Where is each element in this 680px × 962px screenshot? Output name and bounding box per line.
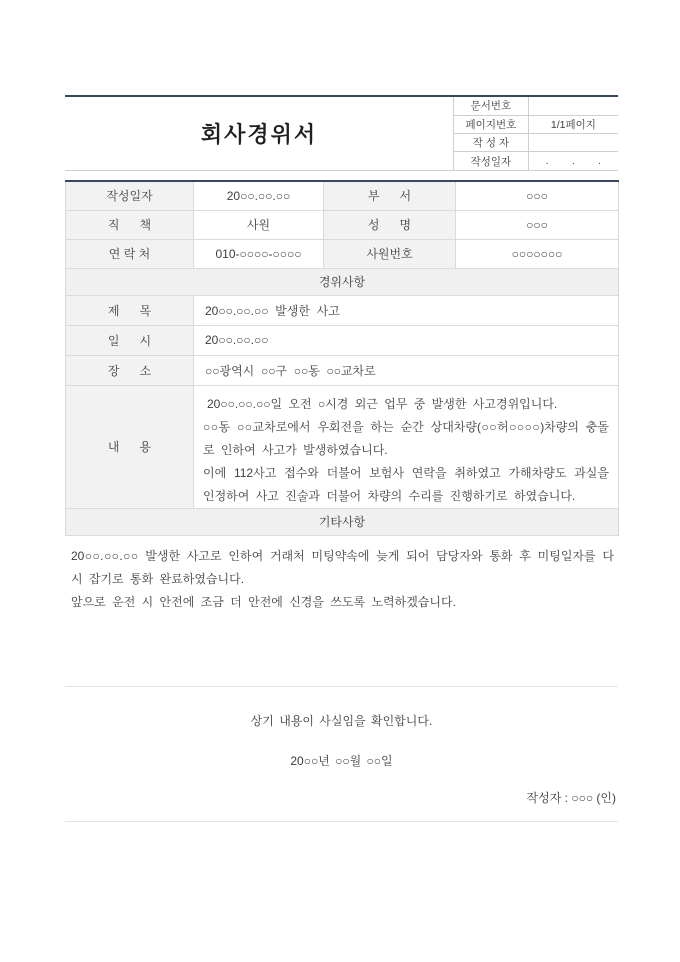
meta-value: 1/1페이지 bbox=[528, 115, 618, 133]
info-row-1 bbox=[66, 181, 619, 210]
field-value-position: 사원 bbox=[194, 210, 324, 239]
content-paragraph: ○○동 ○○교차로에서 우회전을 하는 순간 상대차량(○○허○○○○)차량의 충돌로 인하여 사고가 발생하였습니다. bbox=[203, 419, 609, 457]
field-value-datetime: 20○○.○○.○○ bbox=[194, 325, 619, 355]
field-value-contact: 010-○○○○-○○○○ bbox=[194, 239, 324, 268]
field-label-employee-number: 사원번호 bbox=[324, 239, 456, 268]
incident-row-content bbox=[66, 385, 619, 508]
field-label-content: 내 용 bbox=[66, 385, 194, 508]
meta-row-write-date bbox=[454, 152, 619, 170]
section-header-incident bbox=[66, 268, 619, 295]
title-cell bbox=[65, 97, 453, 170]
info-row-2 bbox=[66, 210, 619, 239]
confirmation-statement: 상기 내용이 사실임을 확인합니다. bbox=[250, 713, 433, 728]
field-value-name: ○○○ bbox=[456, 210, 619, 239]
info-row-3 bbox=[66, 239, 619, 268]
etc-paragraph: 20○○.○○.○○ 발생한 사고로 인하여 거래처 미팅약속에 늦게 되어 담당자와 통화 후 미팅일자를 다시 잡기로 통화 완료하였습니다. bbox=[71, 548, 614, 586]
content-paragraph: 이에 112사고 접수와 더불어 보험사 연락을 취하였고 가해차량도 과실을 인정하여 사고 진술과 더불어 차량의 수리를 진행하기로 하였습니다. bbox=[203, 465, 609, 503]
meta-label: 문서번호 bbox=[454, 97, 529, 115]
field-label-contact: 연 락 처 bbox=[66, 239, 194, 268]
meta-row-doc-number bbox=[454, 97, 619, 115]
document-header bbox=[65, 95, 618, 171]
incident-row-place bbox=[66, 355, 619, 385]
document-title: 회사경위서 bbox=[200, 122, 318, 147]
meta-row-author bbox=[454, 134, 619, 152]
field-value-employee-number: ○○○○○○○ bbox=[456, 239, 619, 268]
document-footer bbox=[65, 687, 618, 806]
field-label-name: 성 명 bbox=[324, 210, 456, 239]
field-value-write-date: 20○○.○○.○○ bbox=[194, 181, 324, 210]
field-value-subject: 20○○.○○.○○ 발생한 사고 bbox=[194, 295, 619, 325]
etc-paragraph: 앞으로 운전 시 안전에 조금 더 안전에 신경을 쓰도록 노력하겠습니다. bbox=[71, 594, 456, 609]
section-title: 경위사항 bbox=[66, 268, 619, 295]
section-title: 기타사항 bbox=[66, 508, 619, 535]
field-label-subject: 제 목 bbox=[66, 295, 194, 325]
meta-value bbox=[528, 134, 618, 152]
etc-text-block bbox=[65, 536, 618, 614]
doc-meta-table bbox=[453, 97, 618, 170]
meta-label: 작 성 자 bbox=[454, 134, 529, 152]
field-value-content bbox=[194, 385, 619, 508]
incident-row-title bbox=[66, 295, 619, 325]
incident-form-table bbox=[65, 180, 619, 536]
signer-line: 작성자 : ○○○ (인) bbox=[526, 790, 616, 805]
signature-date: 20○○년 ○○월 ○○일 bbox=[290, 753, 393, 768]
field-label-write-date: 작성일자 bbox=[66, 181, 194, 210]
field-label-position: 직 책 bbox=[66, 210, 194, 239]
field-label-place: 장 소 bbox=[66, 355, 194, 385]
content-paragraph: 20○○.○○.○○일 오전 ○시경 외근 업무 중 발생한 사고경위입니다. bbox=[207, 396, 558, 411]
meta-value bbox=[528, 97, 618, 115]
meta-value: . . . bbox=[528, 152, 618, 170]
meta-label: 작성일자 bbox=[454, 152, 529, 170]
meta-row-page-number bbox=[454, 115, 619, 133]
incident-row-datetime bbox=[66, 325, 619, 355]
field-value-department: ○○○ bbox=[456, 181, 619, 210]
field-label-datetime: 일 시 bbox=[66, 325, 194, 355]
section-header-etc bbox=[66, 508, 619, 535]
field-value-place: ○○광역시 ○○구 ○○동 ○○교차로 bbox=[194, 355, 619, 385]
field-label-department: 부 서 bbox=[324, 181, 456, 210]
footer-bottom-divider bbox=[65, 821, 618, 822]
meta-label: 페이지번호 bbox=[454, 115, 529, 133]
